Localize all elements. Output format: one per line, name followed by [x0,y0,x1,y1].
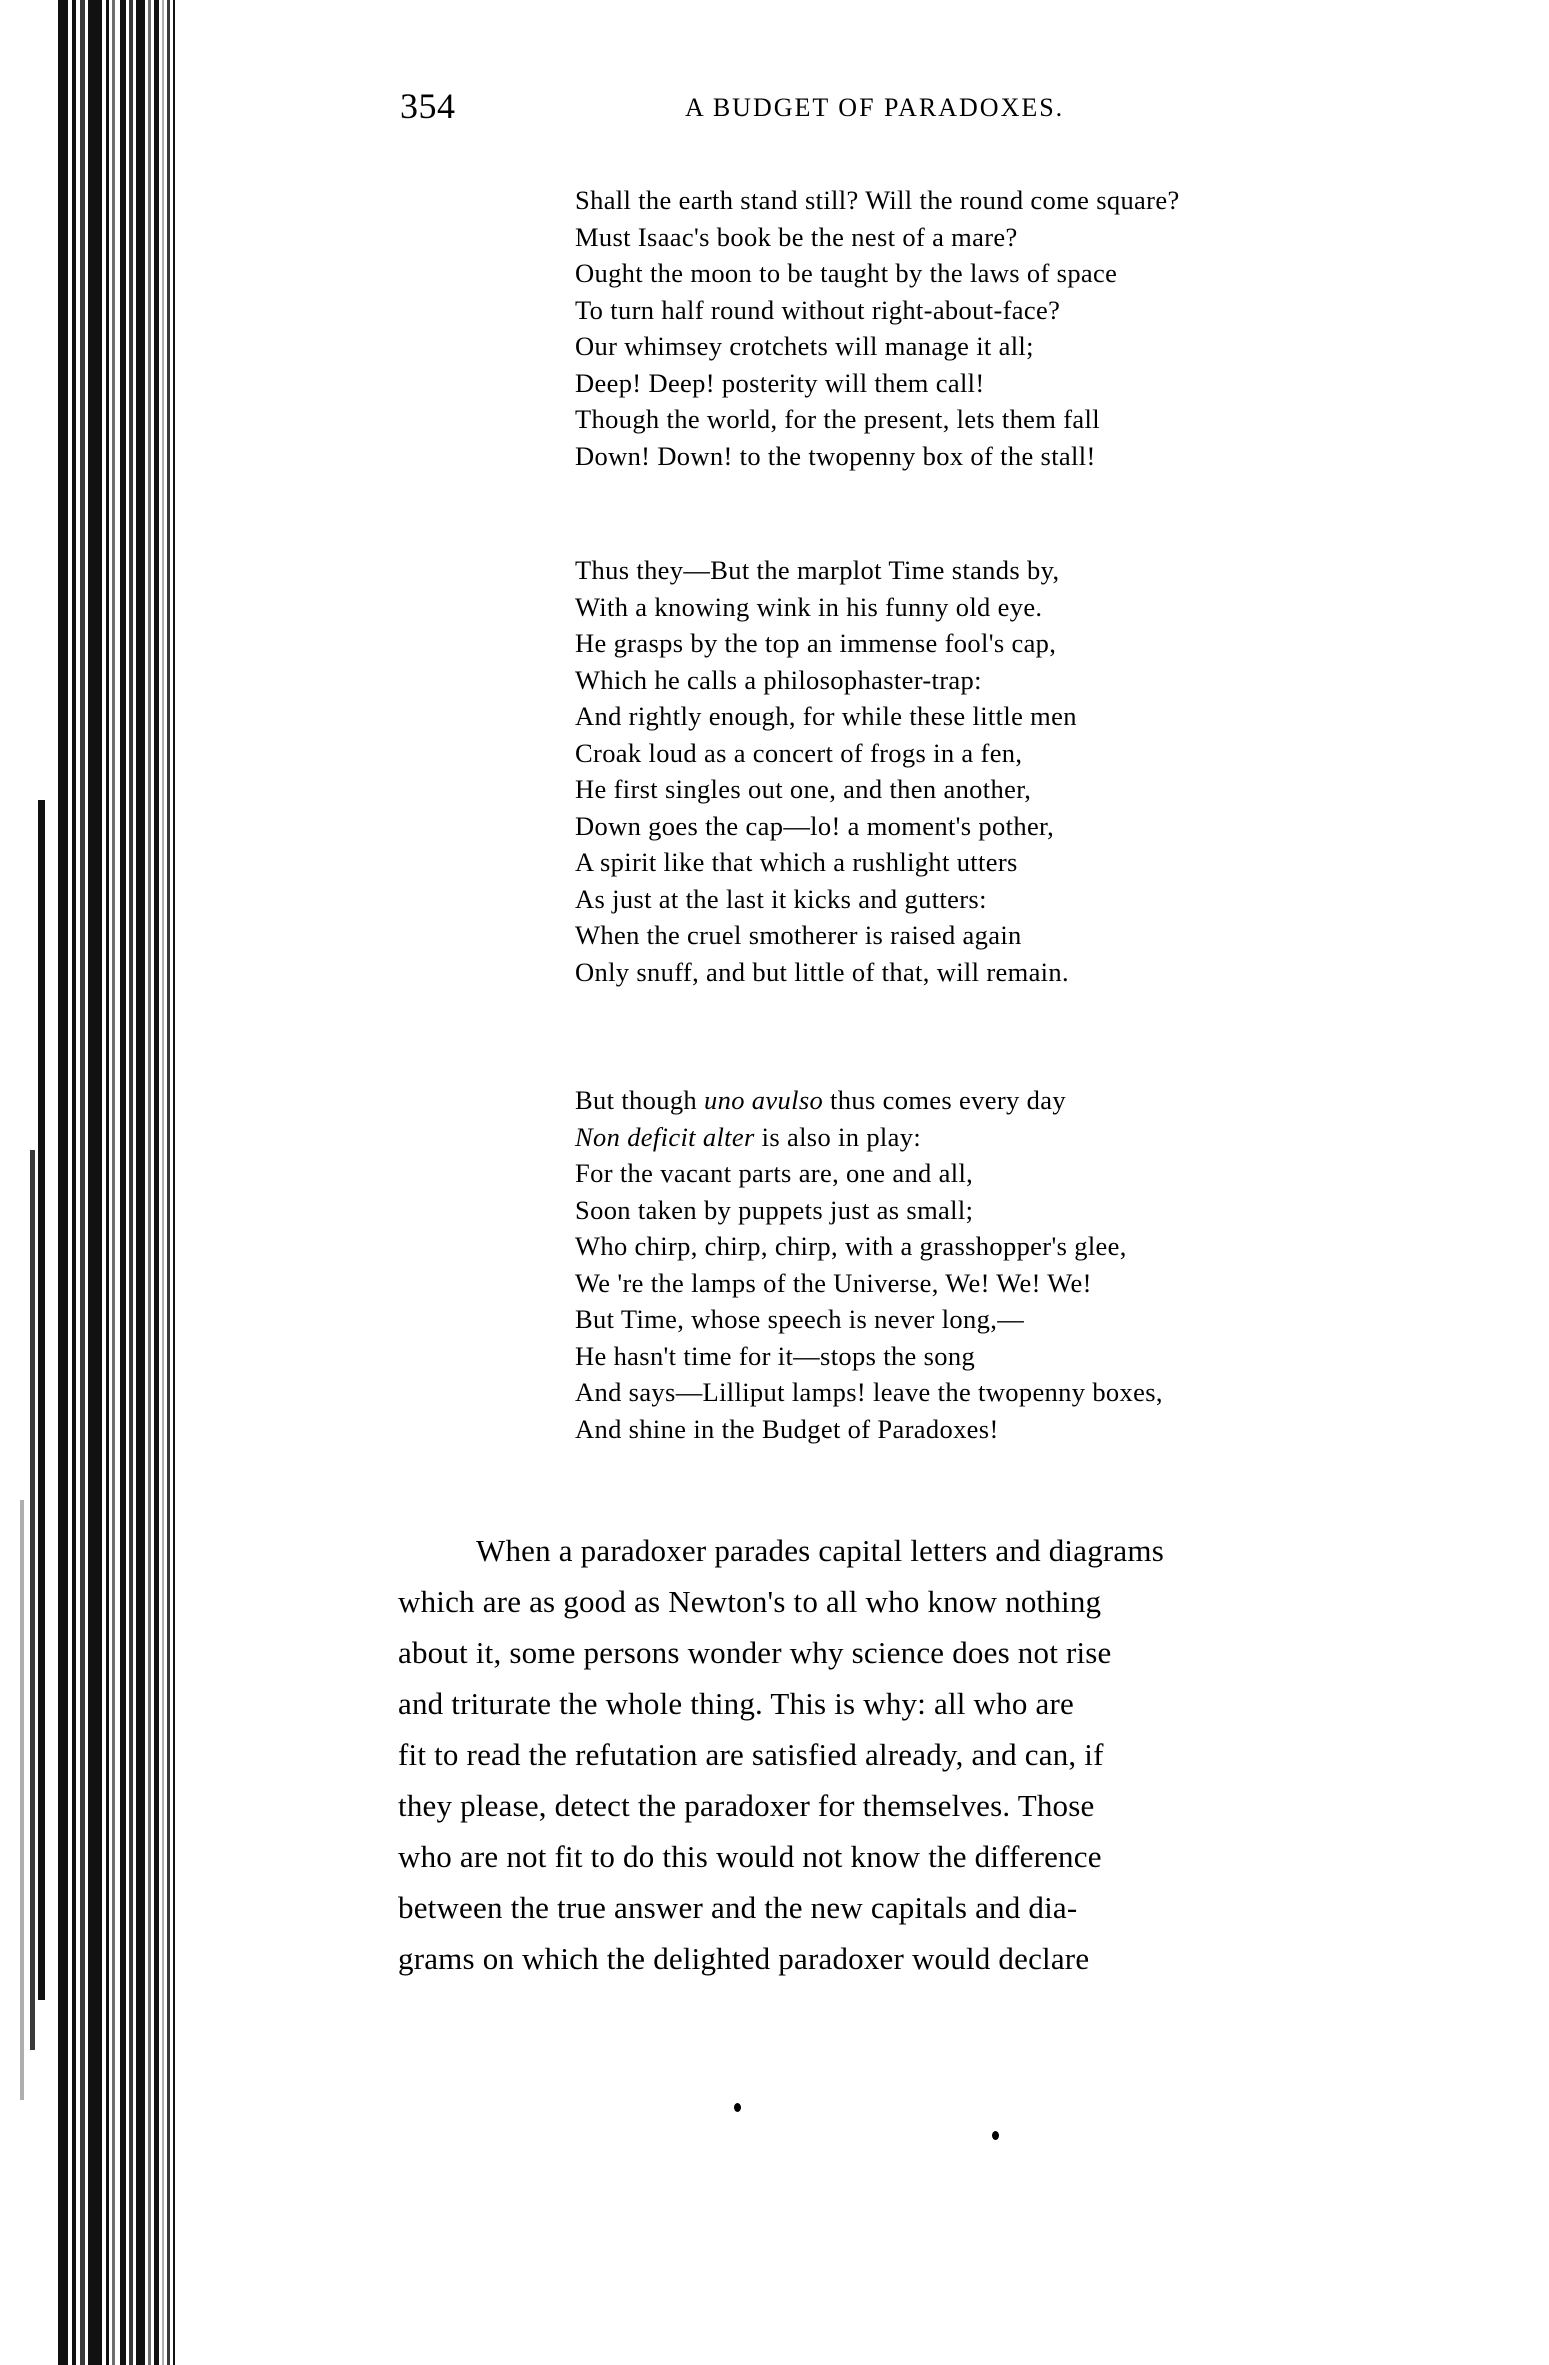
verse-line-latin: Non deficit alter is also in play: [575,1121,922,1152]
verse-line: Who chirp, chirp, chirp, with a grasshopper's glee, [575,1231,1127,1261]
verse-line: And rightly enough, for while these little men [575,701,1077,731]
verse-stanza-1 [575,182,1455,474]
page-header [400,85,1470,135]
scan-speck [992,2131,999,2140]
verse-line: As just at the last it kicks and gutters: [575,883,987,914]
scan-speck [734,2103,741,2112]
running-head: A BUDGET OF PARADOXES. [685,93,1065,122]
verse-line: Ought the moon to be taught by the laws of space [575,258,1118,288]
paragraph-line: who are not fit to do this would not know the difference [398,1839,1102,1874]
paragraph-line: When a paradoxer parades capital letters and diagrams [476,1533,1164,1568]
paragraph-line: fit to read the refutation are satisfied already, and can, if [398,1737,1104,1772]
paragraph-line: about it, some persons wonder why science does not rise [398,1635,1112,1670]
verse-line-latin: But though uno avulso thus comes every day [575,1085,1066,1115]
paragraph-line: which are as good as Newton's to all who know nothing [398,1584,1102,1619]
verse-line: Though the world, for the present, lets them fall [575,404,1100,434]
verse-line: Our whimsey crotchets will manage it all; [575,331,1034,361]
verse-line: He hasn't time for it—stops the song [575,1340,976,1371]
verse-line: Soon taken by puppets just as small; [575,1194,974,1225]
verse-line: To turn half round without right-about-face? [575,294,1061,325]
verse-stanza-3 [575,1082,1455,1447]
verse-line: Down! Down! to the twopenny box of the stall! [575,440,1096,471]
page-number: 354 [400,86,456,126]
verse-line: But Time, whose speech is never long,— [575,1304,1025,1334]
paragraph-line: grams on which the delighted paradoxer would declare [398,1941,1090,1976]
verse-line: Deep! Deep! posterity will them call! [575,367,985,398]
verse-line: A spirit like that which a rushlight utters [575,847,1018,877]
body-paragraph [398,1525,1473,1984]
paragraph-line: and triturate the whole thing. This is why: all who are [398,1686,1074,1721]
verse-line: We 're the lamps of the Universe, We! We! We! [575,1267,1092,1298]
verse-line: Only snuff, and but little of that, will remain. [575,956,1069,987]
verse-line: Thus they—But the marplot Time stands by, [575,555,1060,585]
verse-stanza-2 [575,552,1455,990]
verse-line: With a knowing wink in his funny old eye. [575,591,1043,622]
verse-line: Which he calls a philosophaster-trap: [575,664,982,695]
verse-line: Shall the earth stand still? Will the round come square? [575,185,1180,215]
verse-line: When the cruel smotherer is raised again [575,920,1022,950]
paragraph-line: between the true answer and the new capitals and dia- [398,1890,1078,1925]
paragraph-line: they please, detect the paradoxer for themselves. Those [398,1788,1095,1823]
verse-line: Must Isaac's book be the nest of a mare? [575,221,1018,252]
verse-line: And says—Lilliput lamps! leave the twopenny boxes, [575,1377,1163,1407]
verse-line: Croak loud as a concert of frogs in a fen, [575,737,1023,768]
verse-line: And shine in the Budget of Paradoxes! [575,1413,999,1444]
verse-line: Down goes the cap—lo! a moment's pother, [575,810,1055,841]
verse-line: For the vacant parts are, one and all, [575,1158,974,1188]
verse-line: He first singles out one, and then another, [575,774,1032,804]
verse-line: He grasps by the top an immense fool's cap, [575,628,1057,658]
